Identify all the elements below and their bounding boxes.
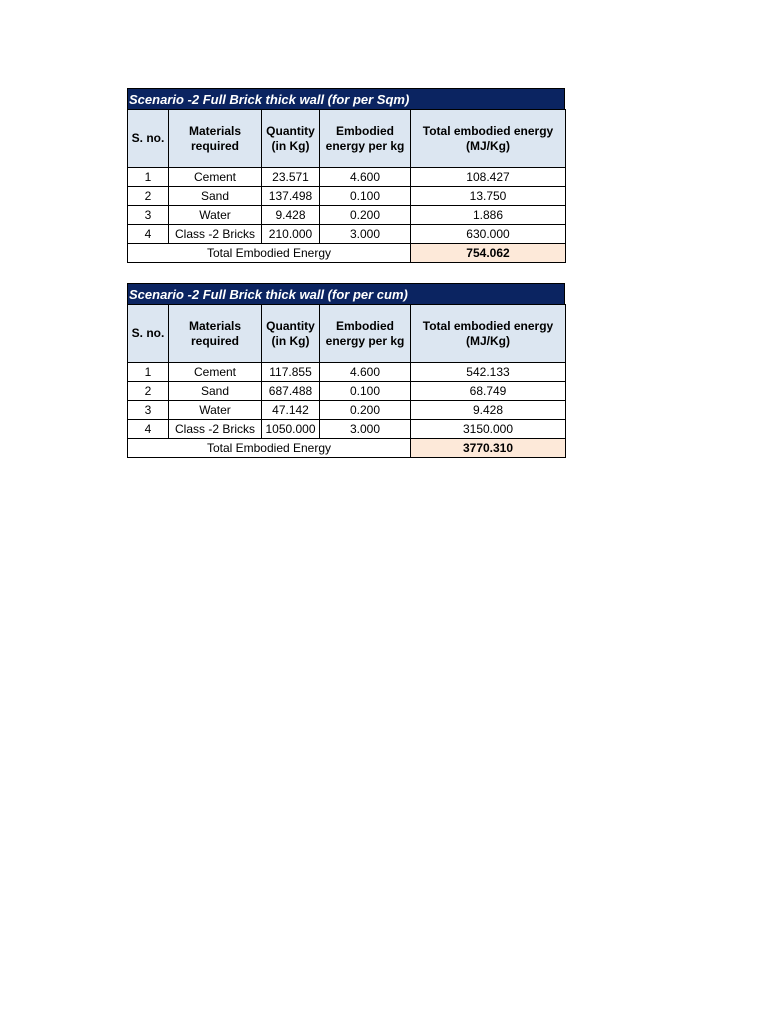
energy-table	[127, 109, 566, 263]
cell-total: 1.886	[411, 206, 566, 225]
header-sno: S. no.	[128, 305, 169, 363]
cell-sno: 1	[128, 363, 169, 382]
cell-sno: 3	[128, 401, 169, 420]
table-row	[128, 206, 566, 225]
table-row	[128, 363, 566, 382]
cell-sno: 4	[128, 420, 169, 439]
cell-embodied: 0.100	[320, 382, 411, 401]
total-row	[128, 244, 566, 263]
table-row	[128, 420, 566, 439]
cell-embodied: 4.600	[320, 363, 411, 382]
cell-material: Sand	[169, 382, 262, 401]
cell-sno: 1	[128, 168, 169, 187]
cell-material: Water	[169, 401, 262, 420]
header-total: Total embodied energy (MJ/Kg)	[411, 305, 566, 363]
cell-embodied: 3.000	[320, 420, 411, 439]
total-value: 3770.310	[411, 439, 566, 458]
cell-material: Class -2 Bricks	[169, 420, 262, 439]
header-sno: S. no.	[128, 110, 169, 168]
total-label: Total Embodied Energy	[128, 439, 411, 458]
total-label: Total Embodied Energy	[128, 244, 411, 263]
header-row	[128, 305, 566, 363]
cell-material: Cement	[169, 363, 262, 382]
cell-embodied: 0.200	[320, 206, 411, 225]
table-row	[128, 382, 566, 401]
header-embodied: Embodied energy per kg	[320, 110, 411, 168]
total-value: 754.062	[411, 244, 566, 263]
cell-sno: 3	[128, 206, 169, 225]
header-embodied: Embodied energy per kg	[320, 305, 411, 363]
header-total: Total embodied energy (MJ/Kg)	[411, 110, 566, 168]
cell-quantity: 47.142	[262, 401, 320, 420]
header-quantity: Quantity (in Kg)	[262, 110, 320, 168]
cell-total: 542.133	[411, 363, 566, 382]
table-row	[128, 225, 566, 244]
cell-quantity: 9.428	[262, 206, 320, 225]
cell-total: 68.749	[411, 382, 566, 401]
cell-material: Class -2 Bricks	[169, 225, 262, 244]
cell-quantity: 1050.000	[262, 420, 320, 439]
cell-embodied: 0.100	[320, 187, 411, 206]
cell-sno: 4	[128, 225, 169, 244]
header-materials: Materials required	[169, 305, 262, 363]
cell-total: 9.428	[411, 401, 566, 420]
cell-total: 3150.000	[411, 420, 566, 439]
cell-material: Water	[169, 206, 262, 225]
table-row	[128, 168, 566, 187]
cell-sno: 2	[128, 382, 169, 401]
cell-embodied: 3.000	[320, 225, 411, 244]
cell-quantity: 687.488	[262, 382, 320, 401]
cell-total: 13.750	[411, 187, 566, 206]
total-row	[128, 439, 566, 458]
cell-material: Sand	[169, 187, 262, 206]
table-title: Scenario -2 Full Brick thick wall (for per Sqm)	[127, 88, 565, 109]
table-row	[128, 187, 566, 206]
header-row	[128, 110, 566, 168]
energy-table	[127, 304, 566, 458]
cell-quantity: 117.855	[262, 363, 320, 382]
table-block-per-cum	[127, 283, 565, 458]
cell-quantity: 210.000	[262, 225, 320, 244]
table-title: Scenario -2 Full Brick thick wall (for per cum)	[127, 283, 565, 304]
table-row	[128, 401, 566, 420]
table-block-per-sqm	[127, 88, 565, 263]
cell-embodied: 4.600	[320, 168, 411, 187]
cell-total: 630.000	[411, 225, 566, 244]
cell-embodied: 0.200	[320, 401, 411, 420]
header-quantity: Quantity (in Kg)	[262, 305, 320, 363]
header-materials: Materials required	[169, 110, 262, 168]
cell-material: Cement	[169, 168, 262, 187]
cell-total: 108.427	[411, 168, 566, 187]
cell-sno: 2	[128, 187, 169, 206]
cell-quantity: 23.571	[262, 168, 320, 187]
cell-quantity: 137.498	[262, 187, 320, 206]
